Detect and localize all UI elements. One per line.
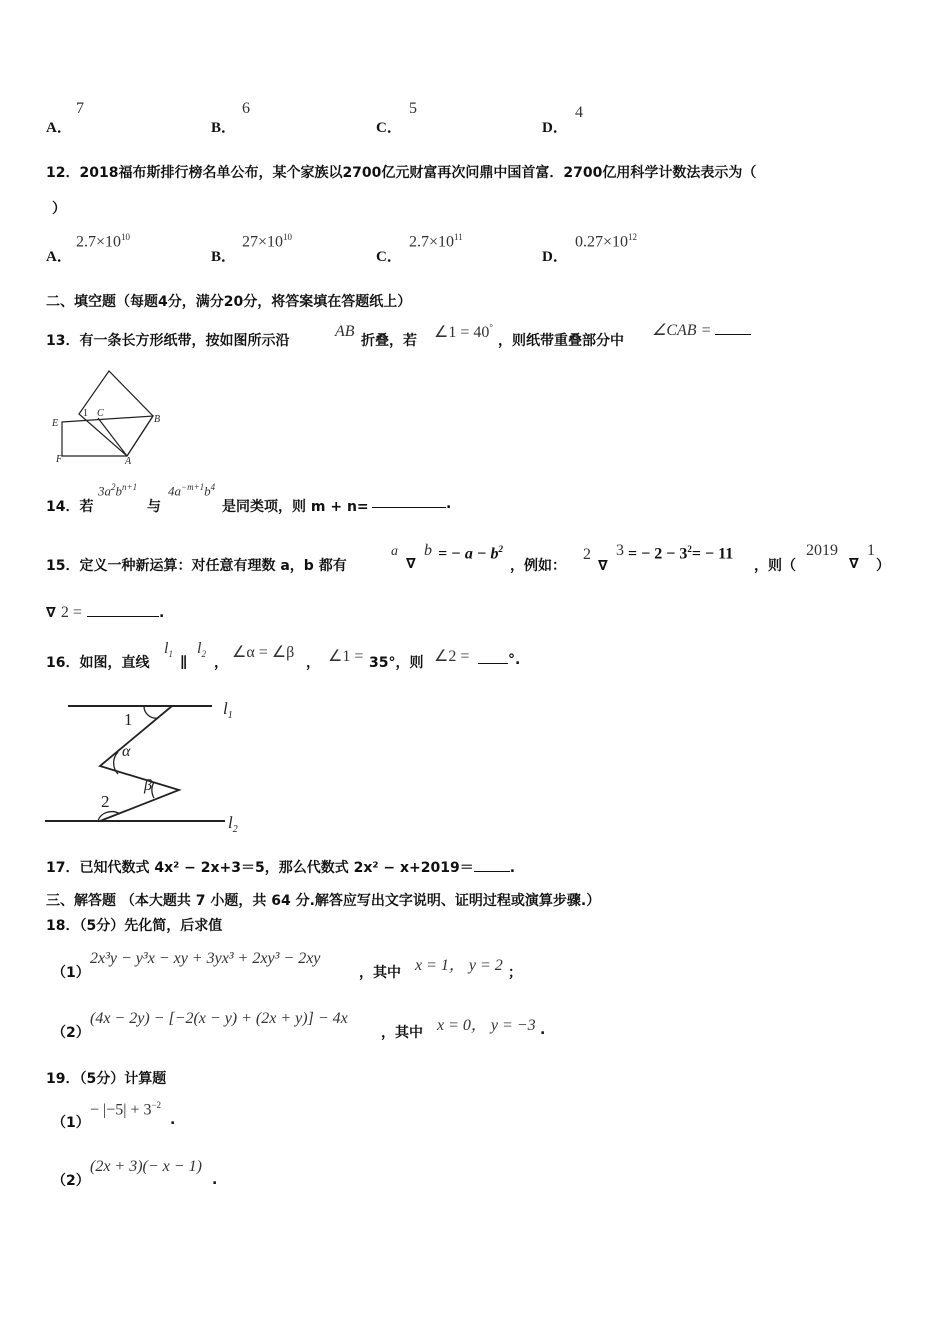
q18-title: 18．（5分）先化简，后求值 (46, 918, 223, 934)
q12-option-c-value: $2.7\times 10^{11}$ (409, 232, 463, 251)
q16-stem: 16．如图，直线 $l_1$ ∥ $l_2$ ， ∠α = ∠β ， ∠1 = 35°，则 ∠2 = °. (46, 640, 521, 671)
q12-stem-line2: ） (52, 201, 66, 217)
q19-title: 19．（5分）计算题 (46, 1071, 167, 1087)
q15-stem-line1: 15．定义一种新运算：对任意有理数 a，b 都有 a ∇ b = − $a - b^2$ ，例如： 2 ∇ 3 = − $2 - 3^2= - 11$ ，则（ 2019 ∇ 1 ） (46, 542, 890, 574)
q12-option-d-letter: D． (542, 249, 568, 265)
q11-option-c-value: 5 (409, 100, 417, 117)
q12-options (46, 232, 746, 266)
q12-option-d-value: $0.27\times 10^{12}$ (575, 232, 638, 251)
q11-option-d-letter: D． (542, 120, 568, 136)
q16-label-beta: β (144, 777, 152, 794)
q13-label-f: F (56, 454, 63, 465)
q18-part1: （1） 2x³y − y³x − xy + 3yx³ + 2xy³ − 2xy ，其中 x = 1， y = 2 ； (52, 950, 522, 981)
q16-label-alpha: α (122, 743, 131, 760)
q19-part1: （1） − $|-5| + 3^{-2}$ . (52, 1100, 176, 1131)
q16-label-l1: $l_1$ (223, 699, 233, 721)
q13-label-one: 1 (83, 408, 88, 419)
q14-stem: 14．若 $3a^2b^{n+1}$ 与 $4a^{-m+1}b^4$ 是同类项，则 m + n= . (46, 482, 452, 515)
q13-stem: 13．有一条长方形纸带，按如图所示沿 AB 折叠，若 ∠1 = 40° ，则纸带重叠部分中 ∠CAB = (46, 320, 806, 350)
q12-option-a-letter: A． (46, 249, 72, 265)
q19-part2: （2） (2x + 3)(− x − 1) . (52, 1158, 218, 1189)
q13-figure (50, 368, 170, 466)
section-2-heading: 二、填空题（每题4分，满分20分，将答案填在答题纸上） (46, 294, 412, 310)
q16-zigzag (100, 706, 179, 821)
q15-stem-line2: ∇ 2 = . (46, 604, 165, 621)
q12-option-b-letter: B． (211, 249, 237, 265)
q12-option-a-value: $2.7\times 10^{10}$ (76, 232, 131, 251)
section-3-heading: 三、解答题 （本大题共 7 小题，共 64 分.解答应写出文字说明、证明过程或演算步骤.） (46, 893, 601, 909)
q11-option-b-value: 6 (242, 100, 250, 117)
q11-option-c-letter: C． (376, 120, 402, 136)
q17-stem: 17．已知代数式 4x² − 2x+3＝5，那么代数式 2x² − x+2019＝ . (46, 860, 516, 876)
q16-label-l2: $l_2$ (228, 813, 238, 835)
q11-option-b-letter: B． (211, 120, 237, 136)
q13-label-a: A (125, 456, 132, 466)
q13-label-c: C (97, 408, 104, 419)
q16-figure (40, 690, 260, 835)
q13-label-e: E (52, 418, 59, 429)
q11-option-a-value: 7 (76, 100, 84, 117)
q12-stem-line1: 12．2018福布斯排行榜名单公布，某个家族以2700亿元财富再次问鼎中国首富．2700亿用科学计数法表示为（ (46, 165, 757, 181)
q11-options (46, 100, 746, 136)
q12-option-c-letter: C． (376, 249, 402, 265)
q16-arc-1 (144, 706, 158, 718)
q13-strip-folded (79, 371, 153, 456)
q16-arc-beta (152, 782, 154, 798)
q12-option-b-value: $27\times 10^{10}$ (242, 232, 293, 251)
q16-label-1: 1 (124, 710, 133, 729)
q18-part2: （2） (4x − 2y) − [−2(x − y) + (2x + y)] − 4x ，其中 x = 0， y = −3 . (52, 1010, 546, 1041)
q16-label-2: 2 (101, 792, 110, 811)
q13-fold-line (98, 418, 127, 456)
q11-option-d-value: 4 (575, 104, 583, 121)
q11-option-a-letter: A． (46, 120, 72, 136)
q13-label-b: B (154, 414, 161, 425)
